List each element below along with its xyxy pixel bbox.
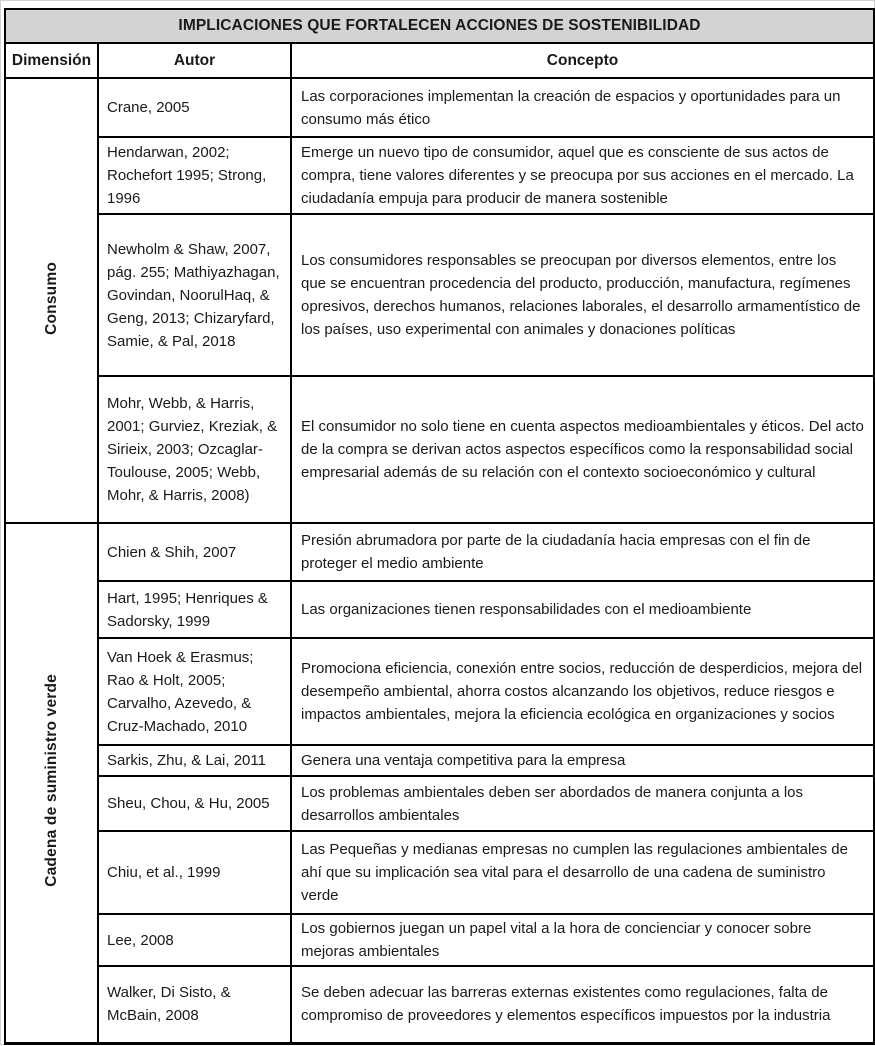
autor-cell: Hart, 1995; Henriques & Sadorsky, 1999: [98, 581, 291, 638]
table-row: [5, 78, 874, 137]
autor-cell: Van Hoek & Erasmus; Rao & Holt, 2005; Carvalho, Azevedo, & Cruz-Machado, 2010: [98, 638, 291, 745]
dimension-label-cadena-suministro-verde: Cadena de suministro verde: [42, 673, 60, 887]
sustainability-table: [4, 8, 875, 1045]
autor-cell: Lee, 2008: [98, 914, 291, 966]
autor-cell: Sarkis, Zhu, & Lai, 2011: [98, 745, 291, 776]
concepto-cell: Los problemas ambientales deben ser abordados de manera conjunta a los desarrollos ambientales: [291, 776, 874, 831]
autor-cell: Chiu, et al., 1999: [98, 831, 291, 914]
autor-cell: Hendarwan, 2002; Rochefort 1995; Strong, 1996: [98, 137, 291, 214]
autor-cell: Chien & Shih, 2007: [98, 523, 291, 581]
table-row: [5, 831, 874, 914]
autor-cell: Sheu, Chou, & Hu, 2005: [98, 776, 291, 831]
autor-cell: Mohr, Webb, & Harris, 2001; Gurviez, Kreziak, & Sirieix, 2003; Ozcaglar-Toulouse, 2005; Webb, Mohr, & Harris, 2008): [98, 376, 291, 523]
dimension-label-consumo: Consumo: [42, 261, 60, 335]
table-row: [5, 745, 874, 776]
table-row: [5, 776, 874, 831]
table-row: [5, 214, 874, 376]
table-row: [5, 638, 874, 745]
table-row: [5, 137, 874, 214]
column-header-autor: Autor: [98, 43, 291, 78]
table-row: [5, 966, 874, 1043]
table-row: [5, 523, 874, 581]
table-row: [5, 581, 874, 638]
dimension-cell-cadena-suministro-verde: [5, 523, 98, 1043]
concepto-cell: Los consumidores responsables se preocupan por diversos elementos, entre los que se encuentran procedencia del producto, producción, manufactura, regímenes opresivos, derechos humanos, relaciones laborales, el desarrollo armamentístico de los países, uso experimental con animales y donaciones políticas: [291, 214, 874, 376]
table-title-row: [5, 9, 874, 43]
concepto-cell: Presión abrumadora por parte de la ciudadanía hacia empresas con el fin de proteger el medio ambiente: [291, 523, 874, 581]
concepto-cell: El consumidor no solo tiene en cuenta aspectos medioambientales y éticos. Del acto de la compra se derivan actos aspectos específicos como la responsabilidad social empresarial además de su relación con el contexto socioeconómico y cultural: [291, 376, 874, 523]
column-header-dimension: Dimensión: [5, 43, 98, 78]
concepto-cell: Los gobiernos juegan un papel vital a la hora de concienciar y conocer sobre mejoras ambientales: [291, 914, 874, 966]
autor-cell: Walker, Di Sisto, & McBain, 2008: [98, 966, 291, 1043]
concepto-cell: Se deben adecuar las barreras externas existentes como regulaciones, falta de compromiso de proveedores y elementos específicos impuestos por la industria: [291, 966, 874, 1043]
autor-cell: Crane, 2005: [98, 78, 291, 137]
autor-cell: Newholm & Shaw, 2007, pág. 255; Mathiyazhagan, Govindan, NoorulHaq, & Geng, 2013; Chizaryfard, Samie, & Pal, 2018: [98, 214, 291, 376]
table-row: [5, 914, 874, 966]
concepto-cell: Las Pequeñas y medianas empresas no cumplen las regulaciones ambientales de ahí que su implicación sea vital para el desarrollo de una cadena de suministro verde: [291, 831, 874, 914]
concepto-cell: Promociona eficiencia, conexión entre socios, reducción de desperdicios, mejora del desempeño ambiental, ahorra costos alcanzando los objetivos, reduce riesgos e impactos ambientales, mejora la eficiencia ecológica en organizaciones y socios: [291, 638, 874, 745]
concepto-cell: Emerge un nuevo tipo de consumidor, aquel que es consciente de sus actos de compra, tiene valores diferentes y se preocupa por sus acciones en el mercado. La ciudadanía empuja para producir de manera sostenible: [291, 137, 874, 214]
concepto-cell: Las organizaciones tienen responsabilidades con el medioambiente: [291, 581, 874, 638]
table-header-row: [5, 43, 874, 78]
column-header-concepto: Concepto: [291, 43, 874, 78]
concepto-cell: Las corporaciones implementan la creación de espacios y oportunidades para un consumo más ético: [291, 78, 874, 137]
table-title: IMPLICACIONES QUE FORTALECEN ACCIONES DE SOSTENIBILIDAD: [5, 9, 874, 43]
dimension-cell-consumo: [5, 78, 98, 523]
document-page: [1, 1, 875, 1046]
concepto-cell: Genera una ventaja competitiva para la empresa: [291, 745, 874, 776]
table-row: [5, 376, 874, 523]
